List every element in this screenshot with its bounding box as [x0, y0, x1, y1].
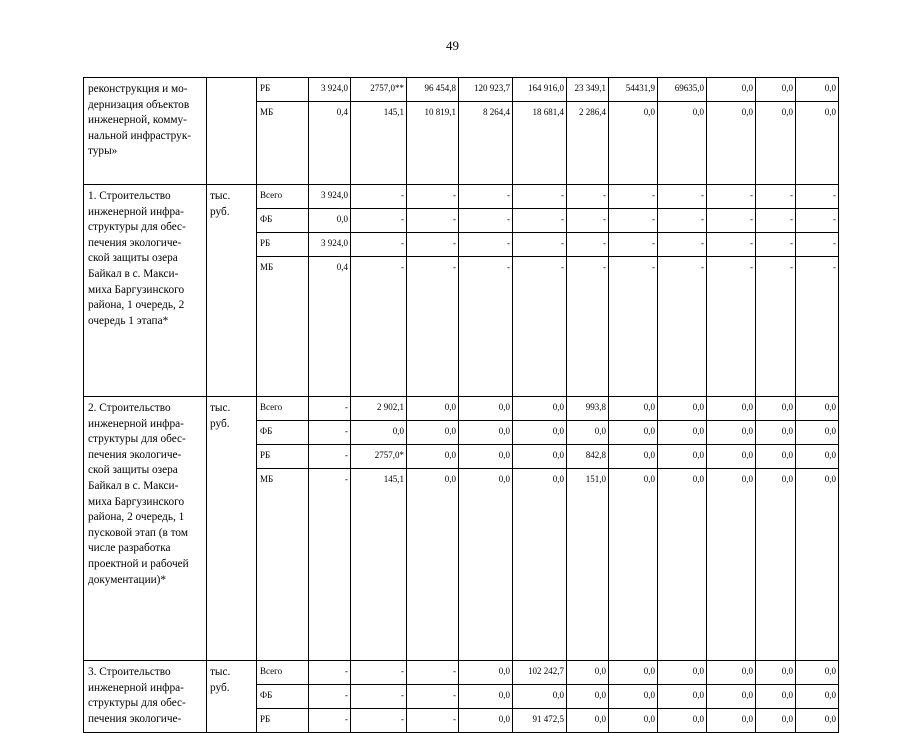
item-name-line: Байкал в с. Макси- — [88, 479, 179, 492]
item-name-line: печения экологиче- — [88, 236, 182, 249]
funding-source-cell: МБ — [257, 102, 309, 185]
value-cell: 0,0 — [513, 469, 567, 661]
value-cell: 0,0 — [609, 469, 658, 661]
unit-line: руб. — [210, 417, 230, 430]
item-name-line: 3. Строительство — [88, 666, 171, 678]
value-cell: - — [407, 709, 459, 733]
item-name-line: района, 2 очередь, 1 — [88, 511, 185, 524]
item-name-cell — [84, 185, 207, 397]
value-cell: 120 923,7 — [459, 78, 513, 102]
table-row — [84, 78, 839, 102]
page-number: 49 — [446, 38, 459, 53]
item-name-line: туры» — [88, 145, 118, 158]
item-name-line: инженерной инфра- — [88, 417, 184, 430]
funding-source-cell: МБ — [257, 469, 309, 661]
funding-source-cell: РБ — [257, 78, 309, 102]
unit-line: тыс. — [210, 402, 231, 414]
value-cell: 18 681,4 — [513, 102, 567, 185]
value-cell: 0,0 — [513, 445, 567, 469]
value-cell: 0,0 — [407, 469, 459, 661]
value-cell: 0,0 — [756, 445, 796, 469]
value-cell: - — [756, 233, 796, 257]
value-cell: 0,0 — [796, 78, 839, 102]
value-cell: 0,0 — [609, 421, 658, 445]
value-cell: 0,0 — [796, 661, 839, 685]
funding-source-cell: ФБ — [257, 209, 309, 233]
value-cell: - — [513, 209, 567, 233]
value-cell: - — [609, 233, 658, 257]
value-cell: 3 924,0 — [309, 185, 351, 209]
value-cell: 0,0 — [407, 397, 459, 421]
value-cell: 0,0 — [609, 685, 658, 709]
value-cell: - — [309, 661, 351, 685]
value-cell: - — [513, 185, 567, 209]
value-cell: - — [459, 185, 513, 209]
value-cell: - — [756, 257, 796, 397]
item-name-line: реконструкция и мо- — [88, 83, 188, 95]
table-row — [84, 397, 839, 421]
item-name-line: пусковой этап (в том — [88, 526, 188, 539]
value-cell: - — [407, 233, 459, 257]
value-cell: 102 242,7 — [513, 661, 567, 685]
value-cell: 151,0 — [567, 469, 609, 661]
value-cell: 0,0 — [756, 469, 796, 661]
value-cell: - — [309, 469, 351, 661]
value-cell: - — [407, 661, 459, 685]
value-cell: 0,0 — [796, 709, 839, 733]
value-cell: 145,1 — [351, 102, 407, 185]
value-cell: 0,0 — [796, 421, 839, 445]
value-cell: - — [707, 209, 756, 233]
item-name-line: проектной и рабочей — [88, 557, 189, 570]
unit-cell — [207, 185, 257, 397]
value-cell: 842,8 — [567, 445, 609, 469]
funding-source-cell: РБ — [257, 709, 309, 733]
funding-source-cell: Всего — [257, 661, 309, 685]
value-cell: 0,0 — [707, 421, 756, 445]
value-cell: - — [351, 661, 407, 685]
value-cell: 0,0 — [513, 421, 567, 445]
value-cell: - — [459, 233, 513, 257]
value-cell: 0,0 — [756, 661, 796, 685]
value-cell: 0,0 — [796, 102, 839, 185]
item-name-line: нальной инфраструк- — [88, 129, 192, 142]
value-cell: - — [609, 209, 658, 233]
value-cell: - — [351, 185, 407, 209]
value-cell: 0,0 — [513, 685, 567, 709]
unit-cell — [207, 661, 257, 733]
value-cell: 0,0 — [707, 469, 756, 661]
value-cell: - — [407, 685, 459, 709]
item-name-line: структуры для обес- — [88, 433, 186, 446]
value-cell: - — [658, 209, 707, 233]
value-cell: - — [567, 257, 609, 397]
value-cell: - — [567, 209, 609, 233]
value-cell: 2757,0* — [351, 445, 407, 469]
value-cell: - — [351, 257, 407, 397]
value-cell: - — [567, 233, 609, 257]
item-name-line: инженерной инфра- — [88, 205, 184, 218]
funding-source-cell: МБ — [257, 257, 309, 397]
value-cell: - — [459, 257, 513, 397]
value-cell: 164 916,0 — [513, 78, 567, 102]
item-name-line: 1. Строительство — [88, 190, 171, 202]
value-cell: 0,0 — [513, 397, 567, 421]
value-cell: 0,0 — [609, 445, 658, 469]
item-name-line: инженерной инфра- — [88, 681, 184, 694]
value-cell: - — [407, 185, 459, 209]
value-cell: - — [351, 233, 407, 257]
funding-source-cell: ФБ — [257, 685, 309, 709]
value-cell: - — [309, 685, 351, 709]
value-cell: - — [796, 233, 839, 257]
value-cell: 0,0 — [796, 445, 839, 469]
item-name-line: ской защиты озера — [88, 252, 178, 265]
value-cell: - — [658, 257, 707, 397]
value-cell: 0,0 — [658, 102, 707, 185]
item-name-line: миха Баргузинского — [88, 495, 185, 508]
value-cell: - — [796, 185, 839, 209]
unit-cell — [207, 78, 257, 185]
value-cell: - — [309, 445, 351, 469]
item-name-line: очередь 1 этапа* — [88, 314, 169, 327]
value-cell: 0,0 — [707, 661, 756, 685]
value-cell: 0,0 — [351, 421, 407, 445]
value-cell: 0,0 — [609, 709, 658, 733]
value-cell: 0,0 — [756, 685, 796, 709]
value-cell: 3 924,0 — [309, 78, 351, 102]
item-name-line: числе разработка — [88, 542, 171, 555]
value-cell: 0,0 — [796, 397, 839, 421]
value-cell: 0,0 — [658, 397, 707, 421]
value-cell: 54431,9 — [609, 78, 658, 102]
value-cell: 0,0 — [459, 661, 513, 685]
value-cell: - — [309, 421, 351, 445]
value-cell: 0,0 — [756, 78, 796, 102]
value-cell: - — [309, 397, 351, 421]
value-cell: 0,0 — [407, 421, 459, 445]
value-cell: 0,0 — [567, 661, 609, 685]
value-cell: - — [796, 209, 839, 233]
value-cell: - — [309, 709, 351, 733]
value-cell: 0,0 — [756, 102, 796, 185]
item-name-line: печения экологиче- — [88, 448, 182, 461]
item-name-line: печения экологиче- — [88, 712, 182, 725]
funding-source-cell: РБ — [257, 445, 309, 469]
value-cell: 0,0 — [756, 709, 796, 733]
value-cell: 0,0 — [707, 78, 756, 102]
value-cell: 0,0 — [459, 469, 513, 661]
value-cell: 0,0 — [796, 469, 839, 661]
value-cell: - — [707, 257, 756, 397]
item-name-line: инженерной, комму- — [88, 114, 187, 127]
value-cell: 0,0 — [658, 421, 707, 445]
value-cell: 0,0 — [658, 709, 707, 733]
item-name-line: 2. Строительство — [88, 402, 171, 414]
value-cell: 0,0 — [658, 661, 707, 685]
item-name-cell — [84, 661, 207, 733]
value-cell: 0,0 — [459, 397, 513, 421]
unit-line: руб. — [210, 681, 230, 694]
value-cell: 23 349,1 — [567, 78, 609, 102]
value-cell: - — [459, 209, 513, 233]
value-cell: - — [756, 209, 796, 233]
value-cell: 0,0 — [756, 397, 796, 421]
table-row — [84, 661, 839, 685]
value-cell: 0,0 — [459, 445, 513, 469]
funding-source-cell: Всего — [257, 397, 309, 421]
value-cell: 0,0 — [707, 709, 756, 733]
unit-cell — [207, 397, 257, 661]
value-cell: 0,0 — [309, 209, 351, 233]
funding-source-cell: Всего — [257, 185, 309, 209]
value-cell: 0,4 — [309, 102, 351, 185]
unit-line: тыс. — [210, 666, 231, 678]
funding-source-cell: ФБ — [257, 421, 309, 445]
value-cell: - — [658, 185, 707, 209]
value-cell: 0,0 — [567, 685, 609, 709]
value-cell: - — [609, 257, 658, 397]
item-name-line: структуры для обес- — [88, 697, 186, 710]
value-cell: 91 472,5 — [513, 709, 567, 733]
value-cell: - — [609, 185, 658, 209]
value-cell: 96 454,8 — [407, 78, 459, 102]
value-cell: - — [513, 233, 567, 257]
item-name-cell — [84, 397, 207, 661]
value-cell: 0,0 — [407, 445, 459, 469]
value-cell: 0,0 — [658, 445, 707, 469]
value-cell: 8 264,4 — [459, 102, 513, 185]
value-cell: - — [707, 233, 756, 257]
value-cell: 0,0 — [707, 685, 756, 709]
value-cell: 0,0 — [459, 709, 513, 733]
value-cell: 0,0 — [567, 421, 609, 445]
item-name-line: миха Баргузинского — [88, 283, 185, 296]
value-cell: 0,0 — [707, 102, 756, 185]
value-cell: 0,0 — [609, 661, 658, 685]
item-name-line: структуры для обес- — [88, 221, 186, 234]
value-cell: 69635,0 — [658, 78, 707, 102]
unit-line: тыс. — [210, 190, 231, 202]
table-row — [84, 185, 839, 209]
value-cell: - — [707, 185, 756, 209]
value-cell: 0,0 — [459, 421, 513, 445]
value-cell: 145,1 — [351, 469, 407, 661]
value-cell: 0,0 — [609, 102, 658, 185]
item-name-line: документации)* — [88, 573, 167, 586]
value-cell: - — [756, 185, 796, 209]
value-cell: - — [351, 709, 407, 733]
value-cell: 2 286,4 — [567, 102, 609, 185]
value-cell: - — [407, 257, 459, 397]
value-cell: 2 902,1 — [351, 397, 407, 421]
value-cell: 0,0 — [707, 445, 756, 469]
value-cell: 0,0 — [658, 469, 707, 661]
value-cell: 3 924,0 — [309, 233, 351, 257]
budget-table — [83, 77, 839, 733]
value-cell: 0,0 — [609, 397, 658, 421]
value-cell: 0,0 — [658, 685, 707, 709]
value-cell: 0,4 — [309, 257, 351, 397]
value-cell: - — [351, 685, 407, 709]
value-cell: 0,0 — [756, 421, 796, 445]
value-cell: - — [658, 233, 707, 257]
value-cell: - — [567, 185, 609, 209]
item-name-cell — [84, 78, 207, 185]
value-cell: 2757,0** — [351, 78, 407, 102]
value-cell: - — [407, 209, 459, 233]
unit-line: руб. — [210, 205, 230, 218]
value-cell: - — [351, 209, 407, 233]
value-cell: 10 819,1 — [407, 102, 459, 185]
value-cell: 0,0 — [459, 685, 513, 709]
item-name-line: дернизация объектов — [88, 98, 190, 111]
value-cell: - — [513, 257, 567, 397]
value-cell: 993,8 — [567, 397, 609, 421]
funding-source-cell: РБ — [257, 233, 309, 257]
value-cell: 0,0 — [567, 709, 609, 733]
value-cell: 0,0 — [796, 685, 839, 709]
item-name-line: района, 1 очередь, 2 — [88, 299, 185, 312]
item-name-line: ской защиты озера — [88, 464, 178, 477]
item-name-line: Байкал в с. Макси- — [88, 267, 179, 280]
value-cell: - — [796, 257, 839, 397]
value-cell: 0,0 — [707, 397, 756, 421]
